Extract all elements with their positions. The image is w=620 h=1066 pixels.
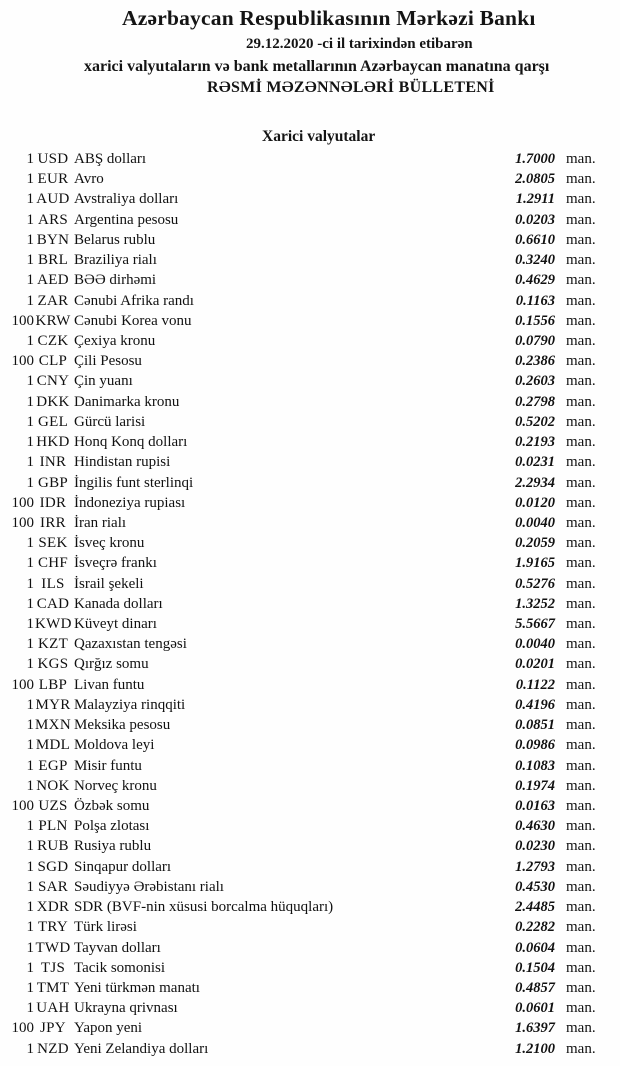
currency-code: IRR [40,514,66,531]
currency-name: Çili Pesosu [74,353,142,370]
rate-value: 0.0790 [515,332,555,349]
currency-name: Qırğız somu [74,656,149,673]
currency-code: KZT [37,636,69,653]
currency-code: SEK [38,535,68,552]
rate-value: 1.3252 [515,595,555,612]
currency-code: EGP [38,757,68,774]
unit-label: man. [566,717,596,734]
unit-label: man. [566,1020,596,1037]
currency-code: GEL [37,413,69,430]
currency-name: Avro [74,171,104,188]
rate-row [0,958,620,978]
rate-row [0,230,620,250]
currency-quantity: 1 [26,191,34,208]
currency-name: Meksika pesosu [74,717,171,734]
unit-label: man. [566,899,596,916]
unit-label: man. [566,798,596,814]
rate-value: 0.0601 [515,1000,555,1017]
unit-label: man. [566,171,596,188]
currency-name: Çexiya kronu [74,332,156,349]
currency-quantity: 1 [26,979,34,996]
currency-code: TJS [40,959,66,976]
unit-label: man. [566,575,596,592]
rate-row [0,695,620,715]
rate-row [0,614,620,634]
currency-code: IDR [39,494,67,511]
currency-code: LBP [38,676,68,693]
unit-label: man. [566,979,596,996]
currency-code: MDL [35,737,71,754]
currency-code: AED [37,272,69,289]
rate-value: 0.2059 [515,535,555,552]
rate-row [0,897,620,917]
unit-label: man. [566,656,596,673]
currency-quantity: 1 [26,717,34,734]
currency-name: Misir funtu [74,757,142,774]
rate-value: 0.0040 [515,636,555,653]
unit-label: man. [566,434,596,451]
currency-quantity: 1 [26,373,34,390]
currency-name: Sinqapur dolları [74,858,172,875]
currency-code: TMT [36,979,70,996]
currency-quantity: 1 [26,899,34,916]
rate-value: 1.2100 [515,1040,555,1057]
currency-name: Küveyt dinarı [74,616,157,633]
rate-value: 0.0163 [515,798,555,814]
unit-label: man. [566,595,596,612]
rate-row [0,189,620,209]
currency-code: BYN [36,231,70,248]
unit-label: man. [566,454,596,471]
currency-name: Livan funtu [74,676,145,693]
unit-label: man. [566,696,596,713]
currency-code: TWD [35,939,71,956]
currency-name: Avstraliya dolları [74,191,179,208]
rate-value: 0.0040 [515,514,555,531]
currency-name: Moldova leyi [74,737,155,754]
currency-name: Rusiya rublu [74,838,152,855]
rate-value: 0.3240 [515,252,555,269]
currency-quantity: 100 [11,676,34,693]
rate-value: 0.4629 [515,272,555,289]
currency-name: Argentina pesosu [74,211,179,228]
unit-label: man. [566,616,596,633]
rate-row [0,371,620,391]
rate-value: 0.0203 [515,211,555,228]
rate-row [0,493,620,513]
currency-quantity: 1 [26,595,34,612]
currency-name: Malayziya rinqqiti [74,696,186,713]
rate-row [0,675,620,695]
currency-code: KWD [35,616,72,633]
rate-value: 0.0604 [515,939,555,956]
rate-row [0,169,620,189]
currency-quantity: 1 [26,858,34,875]
unit-label: man. [566,312,596,329]
currency-code: AUD [36,191,70,208]
rate-row [0,776,620,796]
rate-value: 1.9165 [515,555,555,572]
rate-row [0,574,620,594]
currency-quantity: 1 [26,878,34,895]
currency-quantity: 1 [26,272,34,289]
currency-name: Norveç kronu [74,777,157,794]
rate-value: 1.7000 [515,151,555,167]
currency-quantity: 100 [11,514,34,531]
currency-quantity: 1 [26,737,34,754]
rate-row [0,291,620,311]
currency-code: XDR [36,899,70,916]
currency-quantity: 100 [11,353,34,370]
currency-code: CLP [38,353,68,370]
rate-value: 0.2386 [515,353,555,370]
rate-row [0,351,620,371]
rate-value: 2.4485 [515,899,555,916]
currency-code: CZK [37,332,69,349]
unit-label: man. [566,777,596,794]
currency-code: INR [39,454,67,471]
currency-code: EUR [37,171,69,188]
currency-code: MYR [35,696,71,713]
currency-quantity: 1 [26,696,34,713]
currency-code: UAH [36,1000,70,1017]
rate-row [0,270,620,290]
currency-code: SGD [37,858,69,875]
unit-label: man. [566,959,596,976]
currency-code: SAR [37,878,69,895]
currency-quantity: 100 [11,1020,34,1037]
currency-code: MXN [35,717,71,734]
currency-quantity: 1 [26,292,34,309]
rate-row [0,654,620,674]
currency-name: Polşa zlotası [74,818,150,835]
rate-value: 0.1974 [515,777,555,794]
rate-row [0,735,620,755]
currency-quantity: 1 [26,818,34,835]
currency-code: ILS [41,575,65,592]
unit-label: man. [566,1040,596,1057]
rate-value: 0.2193 [515,434,555,451]
rate-value: 0.1504 [515,959,555,976]
currency-quantity: 1 [26,211,34,228]
rate-value: 0.6610 [515,231,555,248]
currency-quantity: 100 [11,494,34,511]
unit-label: man. [566,737,596,754]
rate-row [0,392,620,412]
currency-quantity: 1 [26,393,34,410]
currency-quantity: 1 [26,838,34,855]
rate-row [0,756,620,776]
currency-name: Belarus rublu [74,231,156,248]
rate-value: 0.0230 [515,838,555,855]
section-title-foreign-currencies: Xarici valyutalar [262,128,376,145]
currency-quantity: 1 [26,171,34,188]
currency-name: Türk lirəsi [74,919,137,936]
rate-value: 1.2911 [515,191,555,208]
currency-quantity: 1 [26,555,34,572]
currency-name: Ukrayna qrivnası [74,1000,178,1017]
currency-quantity: 1 [26,332,34,349]
unit-label: man. [566,252,596,269]
currency-name: Cənubi Korea vonu [74,312,192,329]
rate-value: 0.4857 [515,979,555,996]
currency-name: Hindistan rupisi [74,454,171,471]
rate-row [0,857,620,877]
currency-name: Tayvan dolları [74,939,161,956]
rate-value: 0.0231 [515,454,555,471]
rate-value: 0.1083 [515,757,555,774]
rate-row [0,594,620,614]
rate-row [0,1039,620,1059]
rate-value: 1.2793 [515,858,555,875]
currency-quantity: 100 [11,798,34,814]
unit-label: man. [566,151,596,167]
rate-row [0,331,620,351]
rate-row [0,210,620,230]
currency-name: İndoneziya rupiası [74,494,186,511]
currency-name: Danimarka kronu [74,393,180,410]
unit-label: man. [566,191,596,208]
rate-row [0,938,620,958]
rate-value: 0.2603 [515,373,555,390]
currency-quantity: 1 [26,575,34,592]
rate-value: 0.4196 [515,696,555,713]
unit-label: man. [566,636,596,653]
currency-quantity: 1 [26,959,34,976]
currency-quantity: 1 [26,636,34,653]
currency-code: KRW [35,312,71,329]
currency-name: Gürcü larisi [74,413,146,430]
unit-label: man. [566,858,596,875]
rate-row [0,816,620,836]
unit-label: man. [566,272,596,289]
currency-quantity: 1 [26,939,34,956]
rates-table [0,149,620,1059]
rate-value: 0.0120 [515,494,555,511]
currency-code: BRL [37,252,69,269]
currency-quantity: 1 [26,777,34,794]
unit-label: man. [566,494,596,511]
rate-row [0,412,620,432]
currency-code: HKD [36,434,70,451]
rate-row [0,998,620,1018]
unit-label: man. [566,1000,596,1017]
currency-name: İsveç kronu [74,535,145,552]
currency-name: Özbək somu [74,798,150,814]
currency-name: İsrail şekeli [74,575,144,592]
bulletin-subtitle: xarici valyutaların və bank metallarının Azərbaycan manatına qarşı [84,58,550,75]
currency-code: CAD [36,595,70,612]
currency-quantity: 100 [11,312,34,329]
bulletin-name: RƏSMİ MƏZƏNNƏLƏRİ BÜLLETENİ [207,79,495,96]
currency-code: ARS [37,211,69,228]
unit-label: man. [566,413,596,430]
currency-quantity: 1 [26,434,34,451]
currency-code: UZS [38,798,68,814]
rate-row [0,978,620,998]
currency-quantity: 1 [26,151,34,167]
unit-label: man. [566,474,596,491]
rate-value: 0.5202 [515,413,555,430]
rate-row [0,473,620,493]
unit-label: man. [566,838,596,855]
unit-label: man. [566,332,596,349]
rate-value: 0.2798 [515,393,555,410]
rate-value: 1.6397 [515,1020,555,1037]
currency-name: Çin yuanı [74,373,133,390]
rate-value: 0.1163 [515,292,555,309]
currency-name: Cənubi Afrika randı [74,292,194,309]
rate-row [0,250,620,270]
unit-label: man. [566,757,596,774]
currency-quantity: 1 [26,1000,34,1017]
currency-name: Qazaxıstan tengəsi [74,636,187,653]
unit-label: man. [566,373,596,390]
currency-quantity: 1 [26,413,34,430]
unit-label: man. [566,535,596,552]
unit-label: man. [566,939,596,956]
unit-label: man. [566,555,596,572]
currency-code: PLN [38,818,68,835]
currency-name: BƏƏ dirhəmi [74,272,157,289]
currency-quantity: 1 [26,656,34,673]
rate-row [0,917,620,937]
currency-name: Honq Konq dolları [74,434,188,451]
rate-row [0,796,620,816]
unit-label: man. [566,818,596,835]
unit-label: man. [566,211,596,228]
rate-row [0,311,620,331]
unit-label: man. [566,514,596,531]
currency-quantity: 1 [26,757,34,774]
rate-row [0,634,620,654]
rate-value: 0.4530 [515,878,555,895]
rate-value: 0.1122 [515,676,555,693]
currency-name: Kanada dolları [74,595,163,612]
rate-row [0,877,620,897]
unit-label: man. [566,919,596,936]
currency-quantity: 1 [26,919,34,936]
currency-code: USD [37,151,69,167]
currency-name: Yeni Zelandiya dolları [74,1040,209,1057]
currency-code: TRY [37,919,69,936]
currency-code: KGS [37,656,69,673]
rate-value: 0.5276 [515,575,555,592]
rate-value: 2.2934 [515,474,555,491]
currency-name: Tacik somonisi [74,959,166,976]
rate-value: 0.4630 [515,818,555,835]
currency-code: JPY [40,1020,66,1037]
currency-name: Yeni türkmən manatı [74,979,200,996]
currency-quantity: 1 [26,1040,34,1057]
rate-value: 0.1556 [515,312,555,329]
currency-code: NOK [36,777,70,794]
currency-code: RUB [37,838,69,855]
currency-name: Braziliya rialı [74,252,157,269]
rate-value: 0.0201 [515,656,555,673]
unit-label: man. [566,353,596,370]
unit-label: man. [566,393,596,410]
rate-row [0,553,620,573]
rate-row [0,149,620,169]
currency-code: ZAR [37,292,69,309]
currency-quantity: 1 [26,454,34,471]
currency-name: SDR (BVF-nin xüsusi borcalma hüquqları) [74,899,334,916]
unit-label: man. [566,292,596,309]
rate-row [0,432,620,452]
rate-row [0,533,620,553]
currency-code: NZD [37,1040,69,1057]
currency-name: Səudiyyə Ərəbistanı rialı [74,878,224,895]
currency-quantity: 1 [26,252,34,269]
currency-name: İsveçrə frankı [74,555,157,572]
rate-row [0,452,620,472]
currency-name: ABŞ dolları [74,151,147,167]
unit-label: man. [566,231,596,248]
currency-name: İngilis funt sterlinqi [74,474,194,491]
currency-quantity: 1 [26,231,34,248]
bank-title: Azərbaycan Respublikasının Mərkəzi Bankı [122,6,536,30]
rate-row [0,715,620,735]
currency-quantity: 1 [26,535,34,552]
rate-value: 0.0851 [515,717,555,734]
rate-row [0,1018,620,1038]
currency-code: CNY [36,373,70,390]
currency-quantity: 1 [26,474,34,491]
currency-code: CHF [37,555,69,572]
rate-value: 2.0805 [515,171,555,188]
rate-value: 5.5667 [515,616,555,633]
unit-label: man. [566,676,596,693]
currency-quantity: 1 [26,616,34,633]
rate-value: 0.0986 [515,737,555,754]
rate-row [0,836,620,856]
rate-value: 0.2282 [515,919,555,936]
effective-date-line: 29.12.2020 -ci il tarixindən etibarən [246,36,473,52]
rate-row [0,513,620,533]
currency-code: GBP [37,474,69,491]
currency-code: DKK [36,393,70,410]
unit-label: man. [566,878,596,895]
currency-name: İran rialı [74,514,127,531]
currency-name: Yapon yeni [74,1020,143,1037]
